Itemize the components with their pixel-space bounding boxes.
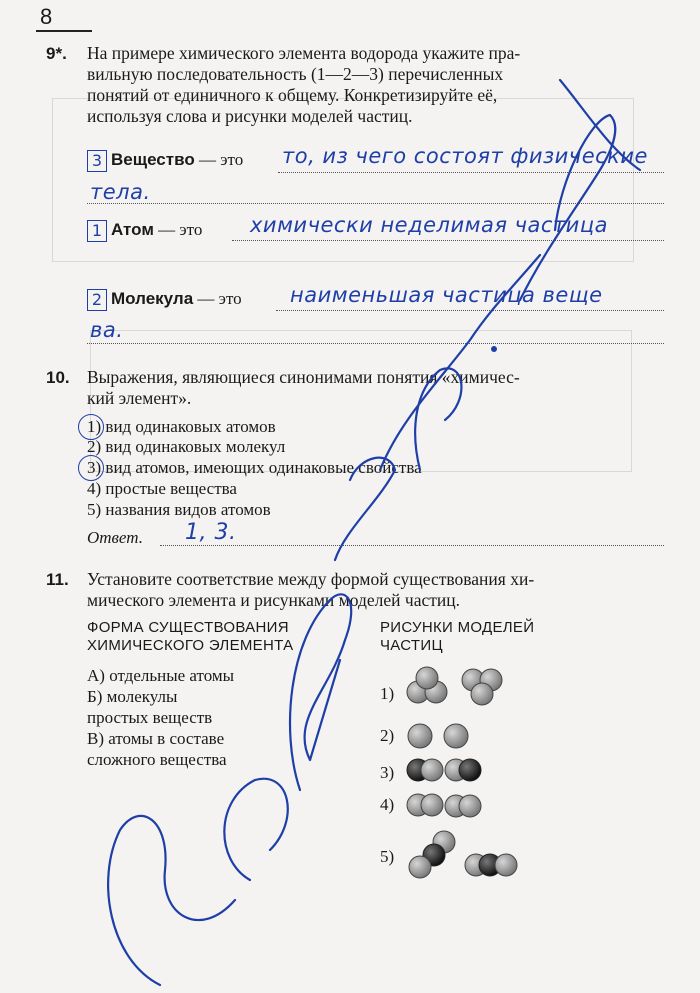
handwritten-answer-continued: тела. [90, 180, 151, 204]
scribble-stroke [290, 594, 351, 790]
scribble-stroke [380, 255, 540, 470]
question-9-line: На примере химического элемента водорода укажите пра- [87, 43, 521, 63]
ink-dot [491, 346, 497, 352]
term-suffix: — это [158, 220, 203, 239]
header-line: РИСУНКИ МОДЕЛЕЙ [380, 619, 535, 636]
scribble-stroke [415, 368, 461, 470]
scribble-stroke [335, 458, 395, 560]
option-3[interactable]: 3) вид атомов, имеющих одинаковые свойства [87, 458, 422, 477]
scribble-stroke [224, 779, 287, 880]
question-10-line: Выражения, являющиеся синонимами понятия «химичес- [87, 367, 520, 387]
handwritten-answer: 1, 3. [185, 520, 237, 545]
list-item: В) атомы в составе [87, 729, 225, 748]
option-5[interactable]: 5) названия видов атомов [87, 500, 271, 519]
order-box[interactable]: 3 [87, 150, 107, 172]
model-label-5: 5) [380, 847, 395, 866]
handwritten-answer: то, из чего состоят физические [282, 144, 648, 168]
handwritten-answer-continued: ва. [90, 318, 124, 342]
header-line: ХИМИЧЕСКОГО ЭЛЕМЕНТА [87, 637, 294, 654]
question-10-line: кий элемент». [87, 388, 192, 408]
model-label-2: 2) [380, 726, 395, 745]
handwritten-answer: химически неделимая частица [250, 213, 608, 237]
answer-label: Ответ. [87, 528, 143, 547]
scribble-stroke [560, 80, 640, 170]
model-label-3: 3) [380, 763, 395, 782]
page-number: 8 [40, 4, 53, 29]
question-9-number: 9*. [46, 44, 67, 63]
model-label-4: 4) [380, 795, 395, 814]
header-line: ЧАСТИЦ [380, 637, 443, 654]
question-9-line: понятий от единичного к общему. Конкретизируйте её, [87, 85, 498, 105]
option-4[interactable]: 4) простые вещества [87, 479, 237, 498]
header-line: ФОРМА СУЩЕСТВОВАНИЯ [87, 619, 289, 636]
scribble-stroke [520, 115, 615, 300]
list-item: сложного вещества [87, 750, 227, 769]
list-item: Б) молекулы [87, 687, 178, 706]
scribble-stroke [108, 816, 235, 985]
order-box[interactable]: 2 [87, 289, 107, 311]
option-2[interactable]: 2) вид одинаковых молекул [87, 437, 286, 456]
term-label: Атом [111, 220, 154, 239]
question-11-number: 11. [46, 570, 69, 589]
order-box[interactable]: 1 [87, 220, 107, 242]
handwritten-answer: наименьшая частица веще [290, 283, 603, 307]
term-suffix: — это [198, 150, 244, 169]
term-suffix: — это [197, 289, 242, 308]
question-11-line: Установите соответствие между формой существования хи- [87, 569, 535, 589]
model-label-1: 1) [380, 684, 395, 703]
question-10-number: 10. [46, 368, 70, 387]
question-9-line: вильную последовательность (1—2—3) перечисленных [87, 64, 504, 84]
option-1[interactable]: 1) вид одинаковых атомов [87, 417, 276, 436]
question-11-line: мического элемента и рисунками моделей частиц. [87, 590, 460, 610]
term-label: Вещество [111, 150, 195, 169]
question-9-line: используя слова и рисунки моделей частиц. [87, 106, 413, 126]
list-item: А) отдельные атомы [87, 666, 235, 685]
list-item: простых веществ [87, 708, 213, 727]
term-label: Молекула [111, 289, 194, 308]
